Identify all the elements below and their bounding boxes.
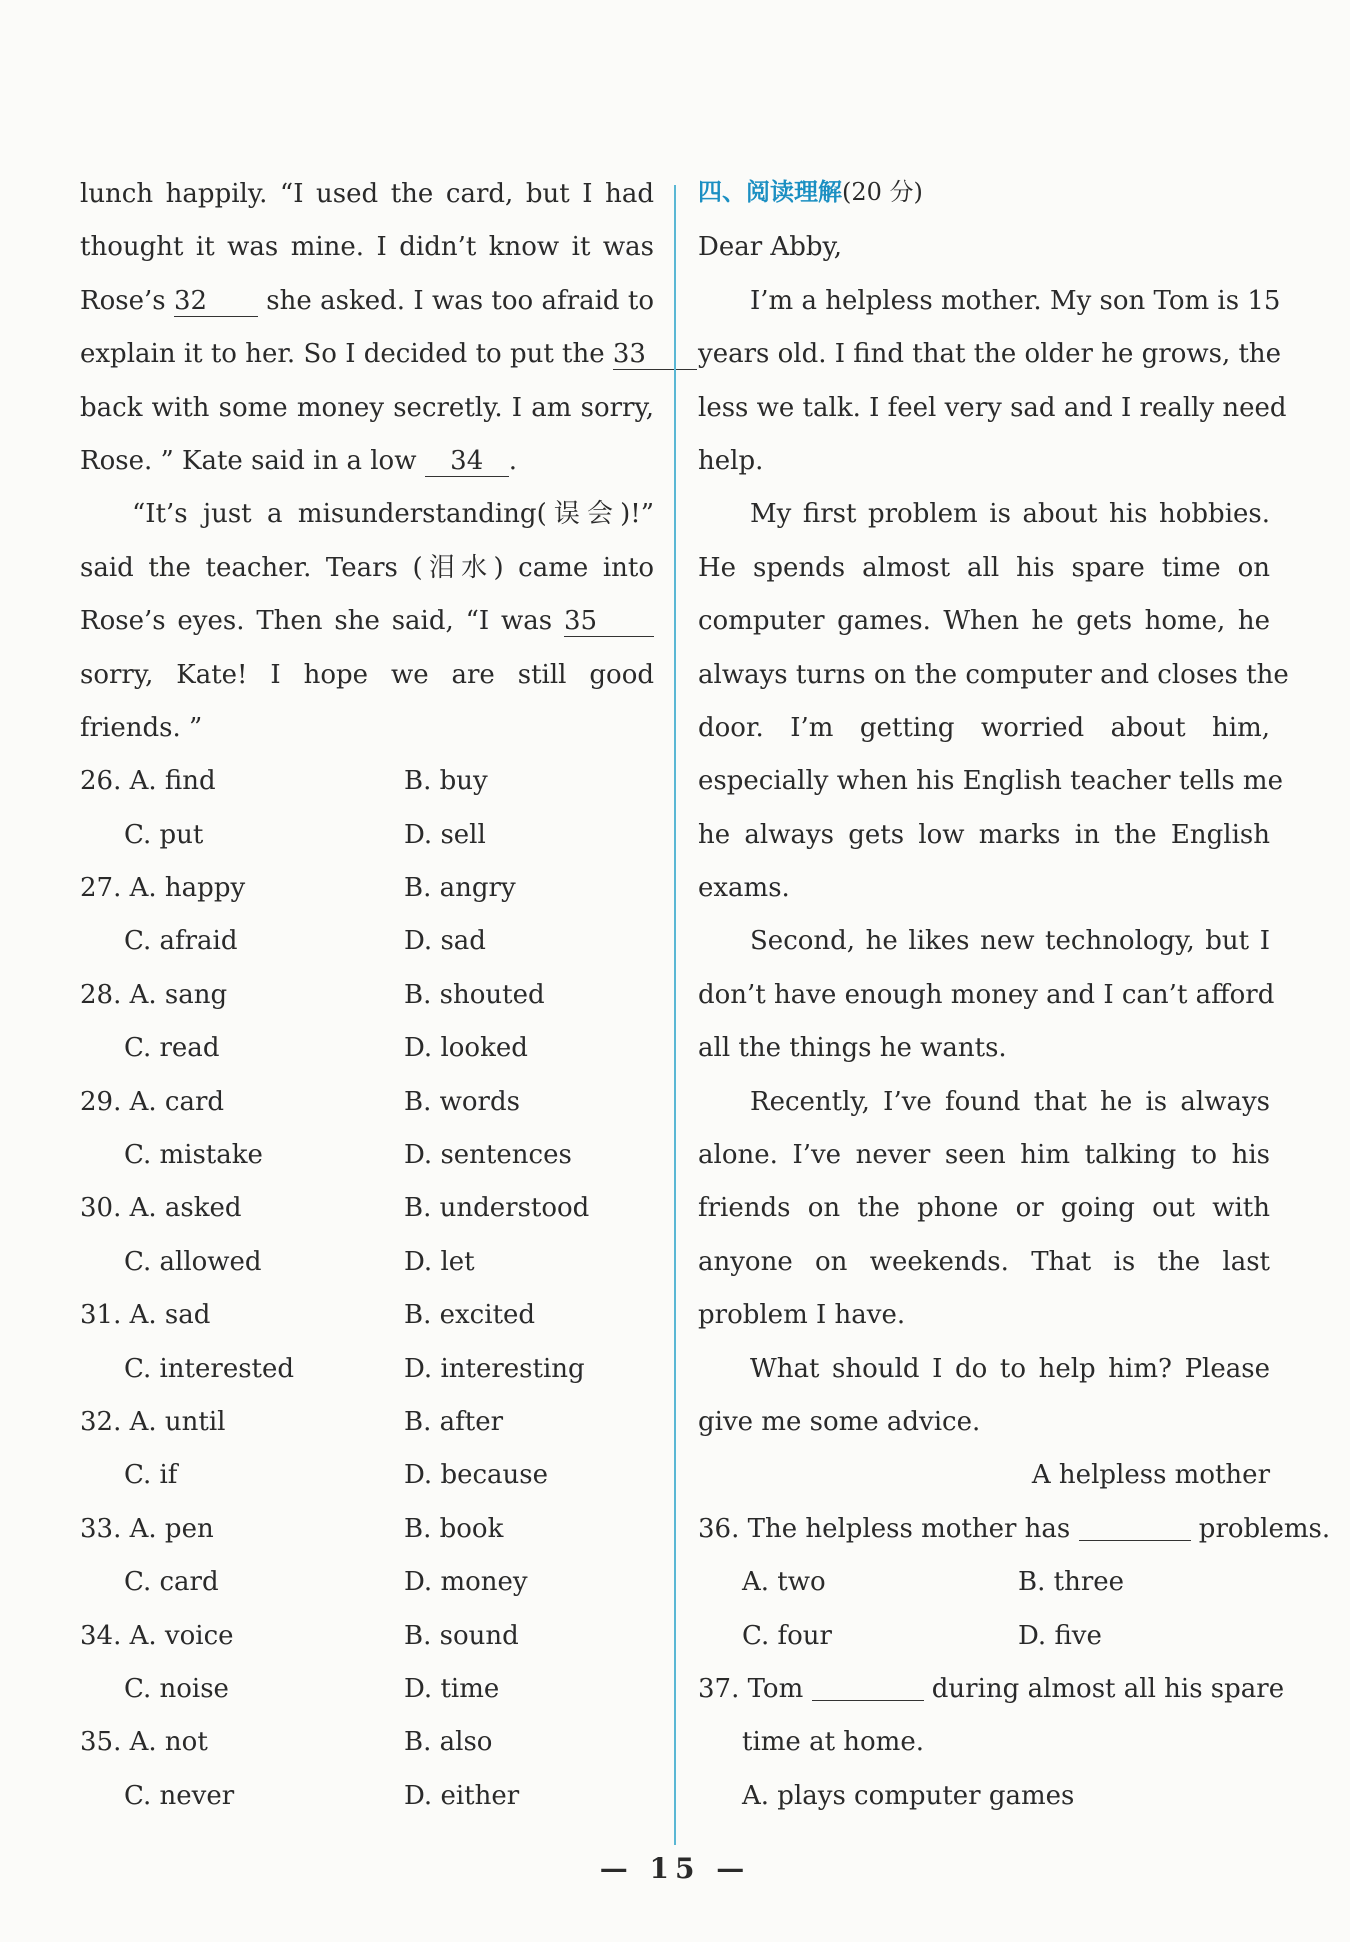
question-35 [80,1716,654,1823]
letter-line: less we talk. I feel very sad and I really need [698,392,1287,423]
option-d: D. because [404,1460,549,1491]
letter-line: Second, he likes new technology, but I [750,926,1270,957]
option-b: B. understood [404,1193,590,1224]
option-c: C. never [124,1780,235,1811]
page-number: — 15 — [599,1852,751,1885]
option-c: C. allowed [124,1246,262,1277]
letter-line: especially when his English teacher tells me [698,766,1283,797]
option-c: C. afraid [124,926,238,957]
letter-line: always turns on the computer and closes the [698,659,1289,690]
option-b: B. shouted [404,979,545,1010]
option-d: D. five [1018,1620,1102,1651]
option-c: C. if [124,1460,178,1491]
letter-line: help. [698,445,764,476]
option-b: B. buy [404,766,488,797]
option-d: D. sentences [404,1140,572,1171]
question-34 [80,1610,654,1717]
letter-line: anyone on weekends. That is the last [698,1246,1270,1277]
option-d: D. sell [404,819,486,850]
passage-line: explain it to her. So I decided to put the 33 [80,328,654,381]
letter-line: I’m a helpless mother. My son Tom is 15 [750,285,1281,316]
letter-greeting: Dear Abby, [698,232,842,263]
letter-line: friends on the phone or going out with [698,1193,1270,1224]
right-column [698,168,1331,1823]
letter-line: problem I have. [698,1300,906,1331]
question-28 [80,969,654,1076]
option-c: C. four [742,1620,832,1651]
letter-signature: A helpless mother [1031,1460,1270,1491]
letter-line: computer games. When he gets home, he [698,606,1270,637]
question-37-stem-cont: time at home. [742,1727,924,1758]
option-c: C. read [124,1033,220,1064]
passage-line: sorry, Kate! I hope we are still good [80,659,654,690]
passage-line: lunch happily. “I used the card, but I had [80,179,654,209]
letter-line: he always gets low marks in the English [698,819,1270,850]
question-list [80,755,654,1823]
passage-line: “It’s just a misunderstanding(误会)!” [132,499,654,530]
option-a: A. plays computer games [742,1780,1075,1811]
passage-line: Rose. ” Kate said in a low 34 . [80,445,517,476]
option-c: C. card [124,1567,219,1598]
option-b: B. sound [404,1620,519,1651]
passage-line: said the teacher. Tears (泪水) came into [80,552,654,583]
option-c: C. mistake [124,1140,263,1171]
option-c: C. put [124,819,204,850]
option-b: B. also [404,1727,493,1758]
question-37 [698,1663,1285,1823]
option-a: 28. A. sang [80,979,228,1010]
option-b: B. angry [404,873,516,904]
section-points: (20 分) [842,178,923,206]
option-a: A. two [742,1567,826,1598]
blank-35: 35 [564,606,654,637]
option-b: B. three [1018,1567,1125,1598]
option-a: 35. A. not [80,1727,208,1758]
option-d: D. time [404,1673,500,1704]
letter-line: He spends almost all his spare time on [698,552,1270,583]
question-31 [80,1289,654,1396]
option-a: 32. A. until [80,1406,226,1437]
option-d: D. let [404,1246,475,1277]
passage-line: Rose’s eyes. Then she said, “I was 35 [80,595,654,648]
option-a: 31. A. sad [80,1300,211,1331]
option-a: 26. A. find [80,766,216,797]
option-d: D. interesting [404,1353,585,1384]
question-36-stem: 36. The helpless mother has problems. [698,1513,1331,1544]
option-a: 27. A. happy [80,873,246,904]
letter-line: don’t have enough money and I can’t afford [698,979,1275,1010]
question-32 [80,1396,654,1503]
question-33 [80,1503,654,1610]
left-column [80,168,654,1823]
option-a: 30. A. asked [80,1193,242,1224]
passage-line: thought it was mine. I didn’t know it was [80,232,654,263]
option-b: B. book [404,1513,504,1544]
option-a: 29. A. card [80,1086,225,1117]
letter-line: exams. [698,873,790,904]
option-d: D. sad [404,926,486,957]
passage-line: back with some money secretly. I am sorry, [80,392,654,423]
section-title: 四、阅读理解(20 分) [698,178,923,206]
answer-blank [1079,1514,1191,1541]
option-d: D. looked [404,1033,528,1064]
option-d: D. money [404,1567,528,1598]
question-27 [80,862,654,969]
option-c: C. interested [124,1353,295,1384]
column-divider [674,185,676,1845]
letter-line: give me some advice. [698,1406,981,1437]
passage-line: Rose’s 32 she asked. I was too afraid to [80,285,655,316]
blank-32: 32 [174,286,258,317]
question-36 [698,1503,1331,1663]
blank-33: 33 [613,339,697,370]
letter-line: What should I do to help him? Please [750,1353,1270,1384]
option-d: D. either [404,1780,520,1811]
letter-line: door. I’m getting worried about him, [698,712,1270,743]
answer-blank [812,1674,924,1701]
option-b: B. excited [404,1300,536,1331]
option-a: 33. A. pen [80,1513,214,1544]
letter-line: years old. I find that the older he grows, the [698,339,1282,370]
option-b: B. after [404,1406,504,1437]
question-30 [80,1182,654,1289]
letter-line: Recently, I’ve found that he is always [750,1086,1270,1117]
option-b: B. words [404,1086,520,1117]
letter-line: all the things he wants. [698,1033,1007,1064]
letter-line: My first problem is about his hobbies. [750,499,1270,530]
passage-line: friends. ” [80,712,203,743]
question-29 [80,1076,654,1183]
blank-34: 34 [425,446,509,477]
letter-line: alone. I’ve never seen him talking to his [698,1140,1270,1171]
question-26 [80,755,654,862]
option-c: C. noise [124,1673,229,1704]
option-a: 34. A. voice [80,1620,234,1651]
question-37-stem: 37. Tom during almost all his spare [698,1673,1285,1704]
